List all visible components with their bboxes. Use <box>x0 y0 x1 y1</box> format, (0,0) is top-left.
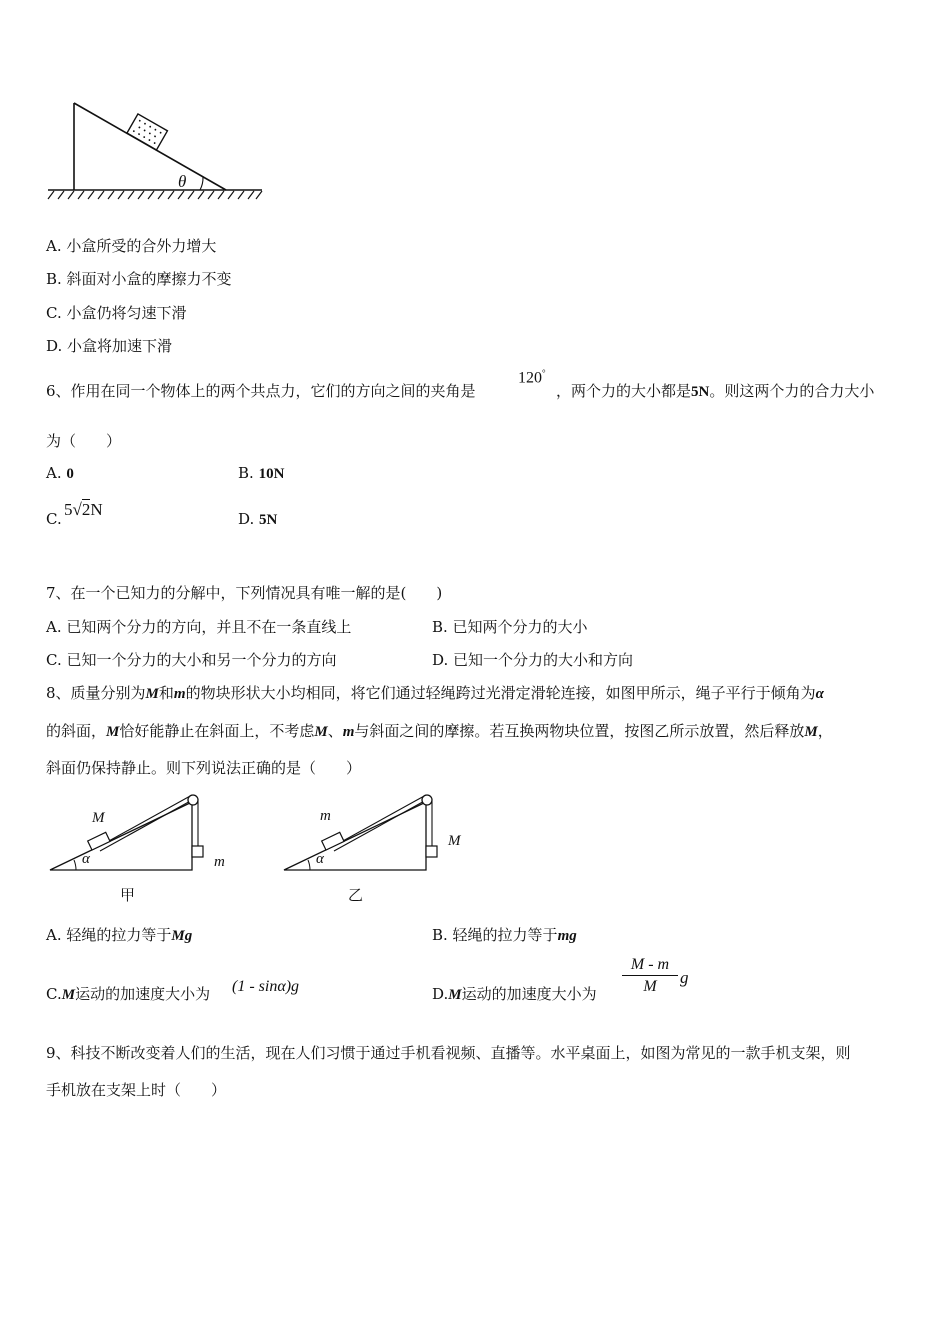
q7-option-c: C. 已知一个分力的大小和另一个分力的方向 <box>46 651 337 669</box>
q8-option-c: C.M运动的加速度大小为 <box>46 985 211 1003</box>
q9-line2: 手机放在支架上时（ ） <box>46 1081 227 1099</box>
q5-option-a: A. 小盒所受的合外力增大 <box>46 237 217 255</box>
q6-angle: 120° <box>518 368 546 387</box>
yi-alpha-label: α <box>316 851 324 867</box>
yi-caption: 乙 <box>348 886 364 904</box>
q5-option-b: B. 斜面对小盒的摩擦力不变 <box>46 270 232 288</box>
q6-stem: 6、作用在同一个物体上的两个共点力，它们的方向之间的夹角是 <box>46 382 476 400</box>
q6-stem-end: 为（ ） <box>46 432 122 450</box>
q8-option-d-g: g <box>680 968 689 987</box>
q8-line3: 斜面仍保持静止。则下列说法正确的是（ ） <box>46 759 362 777</box>
jia-m-label: m <box>214 854 225 870</box>
q7-option-d: D. 已知一个分力的大小和方向 <box>432 651 634 669</box>
yi-M-label: M <box>448 833 461 849</box>
q5-option-c: C. 小盒仍将匀速下滑 <box>46 304 187 322</box>
q8-option-c-formula: (1 - sinα)g <box>232 978 300 995</box>
fraction-numerator: M - m <box>622 956 678 976</box>
q8-line1: 8、质量分别为M和m的物块形状大小均相同，将它们通过轻绳跨过光滑定滑轮连接，如图甲所示，绳子平行于倾角为α <box>46 684 824 702</box>
jia-alpha-label: α <box>82 851 90 867</box>
q6-option-b: B. 10N <box>238 464 285 482</box>
incline-box-figure <box>40 95 270 210</box>
figure-jia <box>40 790 240 910</box>
q8-option-b: B. 轻绳的拉力等于mg <box>432 926 577 944</box>
q6-stem-cont: ，两个力的大小都是5N。则这两个力的合力大小 <box>556 382 875 400</box>
q8-option-d: D.M运动的加速度大小为 <box>432 985 597 1003</box>
theta-label: θ <box>178 172 187 191</box>
q8-option-d-fraction <box>622 956 678 996</box>
figure-yi <box>274 790 474 910</box>
q8-line2: 的斜面，M恰好能静止在斜面上，不考虑M、m与斜面之间的摩擦。若互换两物块位置，按图乙所示放置，然后释放M， <box>46 722 833 740</box>
q9-line1: 9、科技不断改变着人们的生活，现在人们习惯于通过手机看视频、直播等。水平桌面上，如图为常见的一款手机支架，则 <box>46 1044 851 1062</box>
q6-option-d: D. 5N <box>238 510 278 528</box>
yi-m-label: m <box>320 808 331 824</box>
jia-M-label: M <box>92 810 105 826</box>
jia-caption: 甲 <box>120 886 136 904</box>
q8-option-a: A. 轻绳的拉力等于Mg <box>46 926 193 944</box>
q7-option-b: B. 已知两个分力的大小 <box>432 618 588 636</box>
small-box <box>127 114 167 150</box>
q6-option-a: A. 0 <box>46 464 74 482</box>
q6-option-c: C. <box>46 510 62 528</box>
q6-option-c-formula: 5√2N <box>64 500 103 519</box>
fraction-denominator: M <box>643 978 657 995</box>
q7-option-a: A. 已知两个分力的方向，并且不在一条直线上 <box>46 618 352 636</box>
q5-option-d: D. 小盒将加速下滑 <box>46 337 173 355</box>
q7-stem: 7、在一个已知力的分解中，下列情况具有唯一解的是( ) <box>46 584 443 602</box>
